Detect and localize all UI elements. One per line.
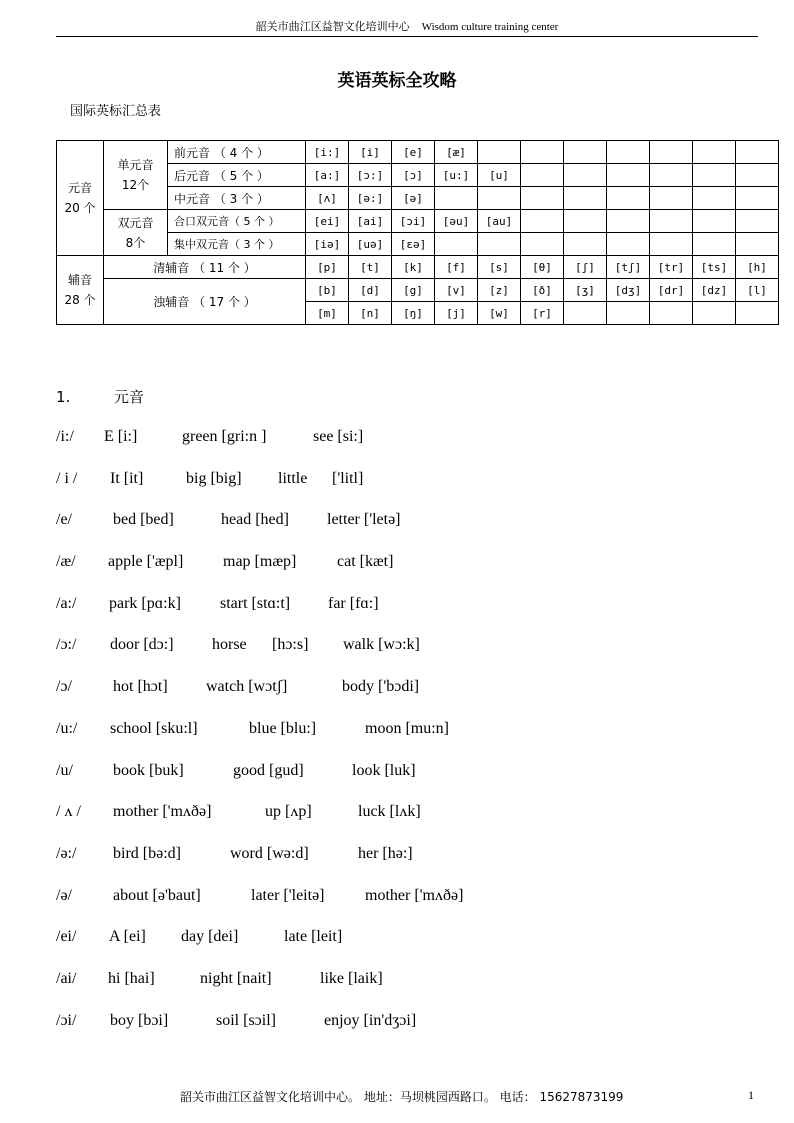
example-row [56, 591, 756, 633]
header-en: Wisdom culture training center [421, 21, 559, 33]
example-word: hot [hɔt] [113, 678, 168, 696]
empty-cell [607, 233, 650, 256]
example-word: big [big] [186, 469, 242, 487]
example-row [56, 549, 756, 591]
page-title: 英语英标全攻略 [337, 71, 457, 91]
example-word: book [buk] [113, 761, 184, 779]
example-word: walk [wɔ:k] [343, 636, 420, 654]
empty-cell [693, 302, 736, 325]
sym-cell: [dz] [693, 279, 736, 302]
example-row [56, 716, 756, 758]
empty-cell [564, 187, 607, 210]
example-word: bed [bed] [113, 511, 174, 529]
phoneme: /ɔ/ [56, 678, 72, 696]
sym-cell: [j] [435, 302, 478, 325]
example-word: park [pɑ:k] [109, 594, 181, 612]
page-header [56, 18, 758, 37]
mono-group-label: 单元音 12个 [117, 158, 154, 192]
example-word: green [gri:n ] [182, 428, 267, 445]
example-row [56, 1008, 756, 1050]
sym-cell: [ŋ] [392, 302, 435, 325]
empty-cell [435, 233, 478, 256]
example-row [56, 799, 756, 841]
sym-cell: [ɔi] [392, 210, 435, 233]
empty-cell [521, 233, 564, 256]
empty-cell [736, 141, 779, 164]
sym-cell: [ai] [349, 210, 392, 233]
sym-cell: [æ] [435, 141, 478, 164]
sym-cell: [ɔ] [392, 164, 435, 187]
sym-cell: [au] [478, 210, 521, 233]
phoneme: /u:/ [56, 719, 78, 737]
example-row [56, 632, 756, 674]
phoneme: / ʌ / [56, 803, 81, 821]
row-front [57, 141, 779, 164]
example-word: head [hed] [221, 511, 289, 529]
sym-cell: [a:] [306, 164, 349, 187]
example-word: letter ['letə] [327, 511, 401, 529]
empty-cell [650, 141, 693, 164]
phoneme: /ə/ [56, 886, 72, 904]
example-list [56, 424, 756, 1049]
example-word: body ['bɔdi] [342, 678, 420, 696]
example-word: word [wə:d] [230, 844, 309, 862]
example-word: soil [sɔil] [216, 1011, 276, 1029]
sym-cell: [ʒ] [564, 279, 607, 302]
vowel-group-cell [57, 141, 104, 256]
example-word: day [dei] [181, 928, 239, 946]
empty-cell [650, 233, 693, 256]
sym-cell: [r] [521, 302, 564, 325]
example-word: It [it] [110, 469, 144, 487]
example-word: blue [blu:] [249, 719, 317, 737]
sym-cell: [dr] [650, 279, 693, 302]
sym-cell: [h] [736, 256, 779, 279]
phoneme: /ɔ:/ [56, 636, 77, 654]
empty-cell [736, 187, 779, 210]
phoneme: /æ/ [56, 553, 76, 571]
example-row [56, 966, 756, 1008]
empty-cell [736, 210, 779, 233]
empty-cell [693, 233, 736, 256]
sym-cell: [i] [349, 141, 392, 164]
empty-cell [521, 187, 564, 210]
empty-cell [607, 187, 650, 210]
voiceless-label: 清辅音 （ 11 个 ） [104, 256, 306, 279]
empty-cell [693, 164, 736, 187]
row-voiced-1 [57, 279, 779, 302]
empty-cell [478, 233, 521, 256]
sym-cell: [g] [392, 279, 435, 302]
example-word: hi [hai] [108, 969, 155, 987]
sym-cell: [ɛə] [392, 233, 435, 256]
sym-cell: [iə] [306, 233, 349, 256]
sym-cell: [əu] [435, 210, 478, 233]
phoneme: /ɔi/ [56, 1011, 77, 1029]
example-word: moon [mu:n] [365, 719, 449, 737]
sym-cell: [e] [392, 141, 435, 164]
page-footer [0, 1088, 794, 1108]
ipa-summary-table [56, 140, 779, 325]
table-subtitle: 国际英标汇总表 [70, 104, 162, 119]
empty-cell [650, 164, 693, 187]
empty-cell [521, 141, 564, 164]
sym-cell: [v] [435, 279, 478, 302]
sym-cell: [m] [306, 302, 349, 325]
diph-group-label: 双元音 8个 [117, 215, 154, 250]
example-word: about [ə'baut] [113, 886, 201, 904]
example-word: apple ['æpl] [108, 553, 184, 571]
mono-group-cell [104, 141, 168, 210]
example-word: cat [kæt] [337, 553, 394, 571]
vowel-group-label: 元音 20 个 [64, 181, 96, 215]
example-row [56, 674, 756, 716]
example-row [56, 424, 756, 466]
page-number: 1 [748, 1088, 754, 1102]
example-word: night [nait] [200, 969, 272, 987]
sym-cell: [f] [435, 256, 478, 279]
example-row [56, 758, 756, 800]
empty-cell [693, 141, 736, 164]
example-row [56, 466, 756, 508]
section-title: 元音 [114, 388, 145, 406]
example-word: E [i:] [104, 428, 138, 445]
example-word: enjoy [in'dʒɔi] [324, 1011, 417, 1029]
empty-cell [693, 210, 736, 233]
empty-cell [693, 187, 736, 210]
sym-cell: [k] [392, 256, 435, 279]
empty-cell [607, 164, 650, 187]
sym-cell: [ɔ:] [349, 164, 392, 187]
example-row [56, 883, 756, 925]
example-word: little [278, 469, 308, 487]
closing-label: 合口双元音（ 5 个 ） [168, 210, 306, 233]
empty-cell [736, 302, 779, 325]
sym-cell: [s] [478, 256, 521, 279]
empty-cell [564, 164, 607, 187]
sym-cell: [u:] [435, 164, 478, 187]
phoneme: /e/ [56, 511, 72, 529]
row-closing [57, 210, 779, 233]
empty-cell [607, 141, 650, 164]
empty-cell [521, 210, 564, 233]
sym-cell: [ð] [521, 279, 564, 302]
example-word: like [laik] [320, 969, 383, 987]
example-word: bird [bə:d] [113, 844, 181, 862]
example-word: boy [bɔi] [110, 1011, 169, 1029]
centering-label: 集中双元音（ 3 个 ） [168, 233, 306, 256]
phoneme: /ei/ [56, 928, 77, 946]
cons-group-cell [57, 256, 104, 325]
example-word: map [mæp] [223, 553, 297, 571]
footer-text: 韶关市曲江区益智文化培训中心。 地址：马坝桃园西路口。 电话： 15627873199 [180, 1090, 624, 1104]
example-word: later ['leitə] [251, 886, 325, 904]
empty-cell [650, 210, 693, 233]
example-word: horse [212, 636, 247, 654]
sym-cell: [ə] [392, 187, 435, 210]
sym-cell: [t] [349, 256, 392, 279]
sym-cell: [w] [478, 302, 521, 325]
diph-group-cell [104, 210, 168, 256]
example-word: school [sku:l] [110, 719, 198, 737]
example-row [56, 841, 756, 883]
empty-cell [607, 210, 650, 233]
section-number: 1. [56, 388, 71, 406]
sym-cell: [ts] [693, 256, 736, 279]
section-heading [56, 386, 144, 407]
empty-cell [650, 187, 693, 210]
sym-cell: [n] [349, 302, 392, 325]
empty-cell [564, 233, 607, 256]
sym-cell: [ə:] [349, 187, 392, 210]
empty-cell [564, 210, 607, 233]
sym-cell: [i:] [306, 141, 349, 164]
empty-cell [736, 164, 779, 187]
example-word: A [ei] [109, 928, 146, 946]
cons-group-label: 辅音 28 个 [64, 273, 96, 307]
example-word: late [leit] [284, 928, 343, 946]
sym-cell: [tʃ] [607, 256, 650, 279]
sym-cell: [dʒ] [607, 279, 650, 302]
example-word: [hɔ:s] [272, 636, 309, 654]
sym-cell: [θ] [521, 256, 564, 279]
phoneme: /i:/ [56, 428, 74, 445]
front-label: 前元音 （ 4 个 ） [168, 141, 306, 164]
sym-cell: [ʌ] [306, 187, 349, 210]
example-word: mother ['mʌðə] [365, 886, 464, 904]
empty-cell [564, 302, 607, 325]
empty-cell [736, 233, 779, 256]
example-word: ['litl] [332, 469, 364, 487]
example-word: see [si:] [313, 428, 364, 445]
example-word: mother ['mʌðə] [113, 803, 212, 821]
sym-cell: [p] [306, 256, 349, 279]
header-cn: 韶关市曲江区益智文化培训中心 [255, 20, 410, 33]
phoneme: /a:/ [56, 594, 77, 612]
sym-cell: [b] [306, 279, 349, 302]
example-word: luck [lʌk] [358, 803, 421, 821]
sym-cell: [l] [736, 279, 779, 302]
voiced-label: 浊辅音 （ 17 个 ） [104, 279, 306, 325]
sym-cell: [uə] [349, 233, 392, 256]
sym-cell: [u] [478, 164, 521, 187]
empty-cell [435, 187, 478, 210]
phoneme: /ai/ [56, 969, 77, 987]
sym-cell: [tr] [650, 256, 693, 279]
example-word: watch [wɔtʃ] [206, 678, 288, 696]
example-word: door [dɔ:] [110, 636, 174, 654]
phoneme: /ə:/ [56, 844, 77, 862]
example-word: look [luk] [352, 761, 416, 779]
sym-cell: [ei] [306, 210, 349, 233]
sym-cell: [d] [349, 279, 392, 302]
central-label: 中元音 （ 3 个 ） [168, 187, 306, 210]
phoneme: /u/ [56, 761, 73, 779]
empty-cell [478, 141, 521, 164]
empty-cell [478, 187, 521, 210]
example-row [56, 924, 756, 966]
empty-cell [521, 164, 564, 187]
empty-cell [564, 141, 607, 164]
empty-cell [650, 302, 693, 325]
example-word: her [hə:] [358, 844, 413, 862]
empty-cell [607, 302, 650, 325]
sym-cell: [ʃ] [564, 256, 607, 279]
row-voiceless [57, 256, 779, 279]
example-word: start [stɑ:t] [220, 594, 291, 612]
sym-cell: [z] [478, 279, 521, 302]
example-row [56, 507, 756, 549]
back-label: 后元音 （ 5 个 ） [168, 164, 306, 187]
example-word: up [ʌp] [265, 803, 312, 821]
example-word: far [fɑ:] [328, 594, 379, 612]
example-word: good [gud] [233, 761, 304, 779]
phoneme: / i / [56, 469, 78, 487]
